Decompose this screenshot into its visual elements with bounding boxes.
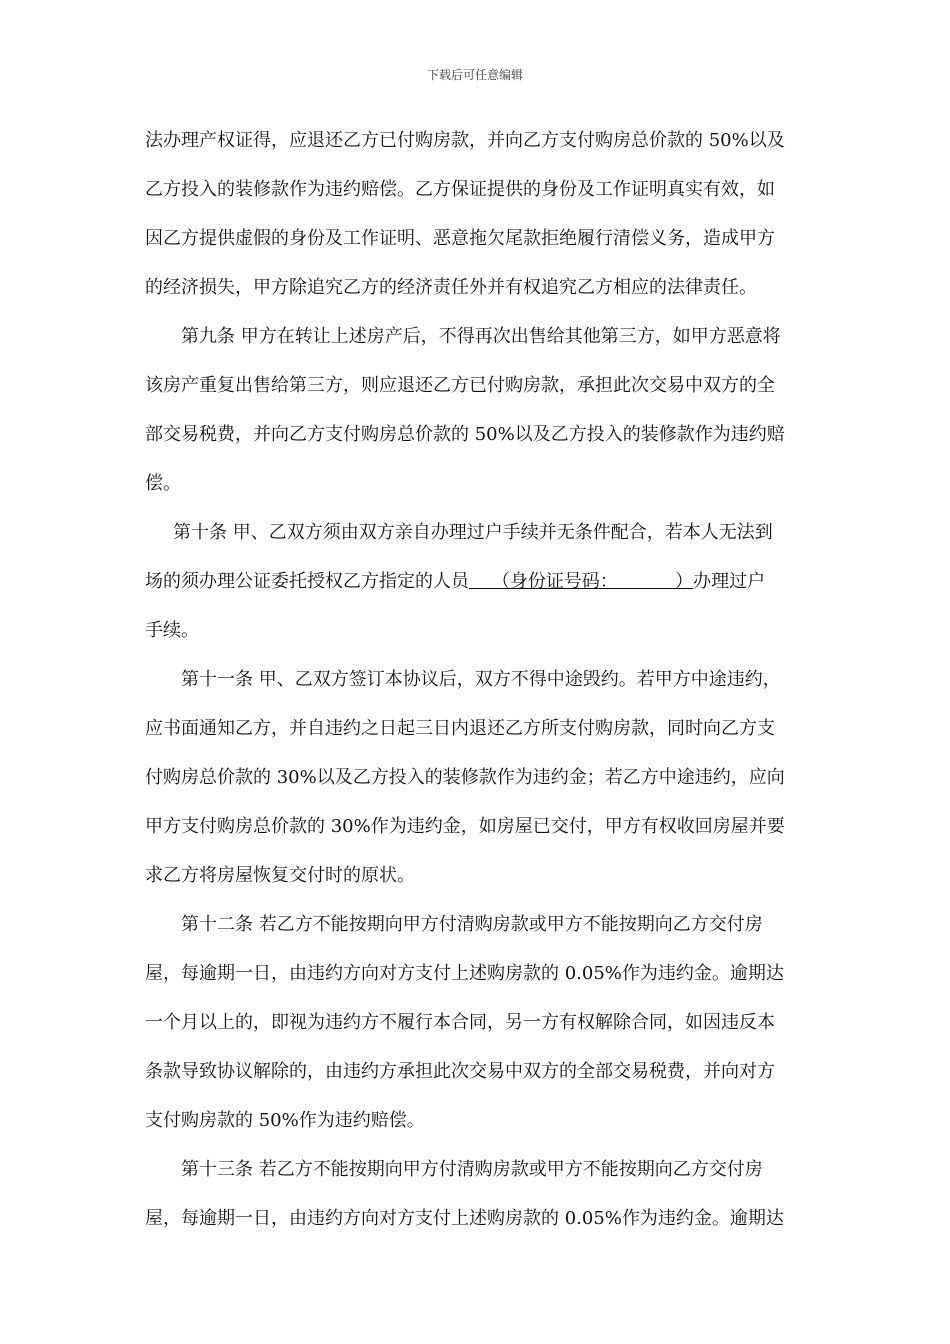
line-text: 办理过户 [693, 571, 766, 592]
body-line: 屋，每逾期一日，由违约方向对方支付上述购房款的 0.05%作为违约金。逾期达 [145, 1208, 784, 1229]
body-line: 该房产重复出售给第三方，则应退还乙方已付购房款，承担此次交易中双方的全 [145, 375, 775, 396]
body-line: 求乙方将房屋恢复交付时的原状。 [145, 865, 415, 886]
article-9-start: 第九条 甲方在转让上述房产后，不得再次出售给其他第三方，如甲方恶意将 [181, 326, 781, 347]
article-12-start: 第十二条 若乙方不能按期向甲方付清购房款或甲方不能按期向乙方交付房 [181, 914, 763, 935]
body-line: 手续。 [145, 620, 199, 641]
line-text: 场的须办理公证委托授权乙方指定的人员 [145, 571, 469, 592]
body-line: 偿。 [145, 473, 181, 494]
body-line: 乙方投入的装修款作为违约赔偿。乙方保证提供的身份及工作证明真实有效，如 [145, 179, 775, 200]
body-line: 条款导致协议解除的，由违约方承担此次交易中双方的全部交易税费，并向对方 [145, 1061, 775, 1082]
body-line: 因乙方提供虚假的身份及工作证明、恶意拖欠尾款拒绝履行清偿义务，造成甲方 [145, 228, 775, 249]
body-line: 付购房总价款的 30%以及乙方投入的装修款作为违约金；若乙方中途违约，应向 [145, 767, 785, 788]
body-line: 支付购房款的 50%作为违约赔偿。 [145, 1110, 425, 1131]
id-number-blank: （身份证号码： ） [469, 571, 694, 592]
body-line: 部交易税费，并向乙方支付购房总价款的 50%以及乙方投入的装修款作为违约赔 [145, 424, 785, 445]
page-header: 下载后可任意编辑 [426, 68, 523, 82]
body-line: 屋，每逾期一日，由违约方向对方支付上述购房款的 0.05%作为违约金。逾期达 [145, 963, 784, 984]
article-13-start: 第十三条 若乙方不能按期向甲方付清购房款或甲方不能按期向乙方交付房 [181, 1159, 763, 1180]
body-line: 一个月以上的，即视为违约方不履行本合同，另一方有权解除合同，如因违反本 [145, 1012, 775, 1033]
body-line: 应书面通知乙方，并自违约之日起三日内退还乙方所支付购房款，同时向乙方支 [145, 718, 775, 739]
article-11-start: 第十一条 甲、乙双方签订本协议后，双方不得中途毁约。若甲方中途违约， [181, 669, 781, 690]
body-line: 甲方支付购房总价款的 30%作为违约金，如房屋已交付，甲方有权收回房屋并要 [145, 816, 785, 837]
body-line-with-blank [145, 557, 825, 606]
body-line: 法办理产权证得，应退还乙方已付购房款，并向乙方支付购房总价款的 50%以及 [145, 130, 785, 151]
body-line: 的经济损失，甲方除追究乙方的经济责任外并有权追究乙方相应的法律责任。 [145, 277, 757, 298]
document-body [145, 116, 825, 1243]
article-10-start: 第十条 甲、乙双方须由双方亲自办理过户手续并无条件配合，若本人无法到 [173, 522, 773, 543]
